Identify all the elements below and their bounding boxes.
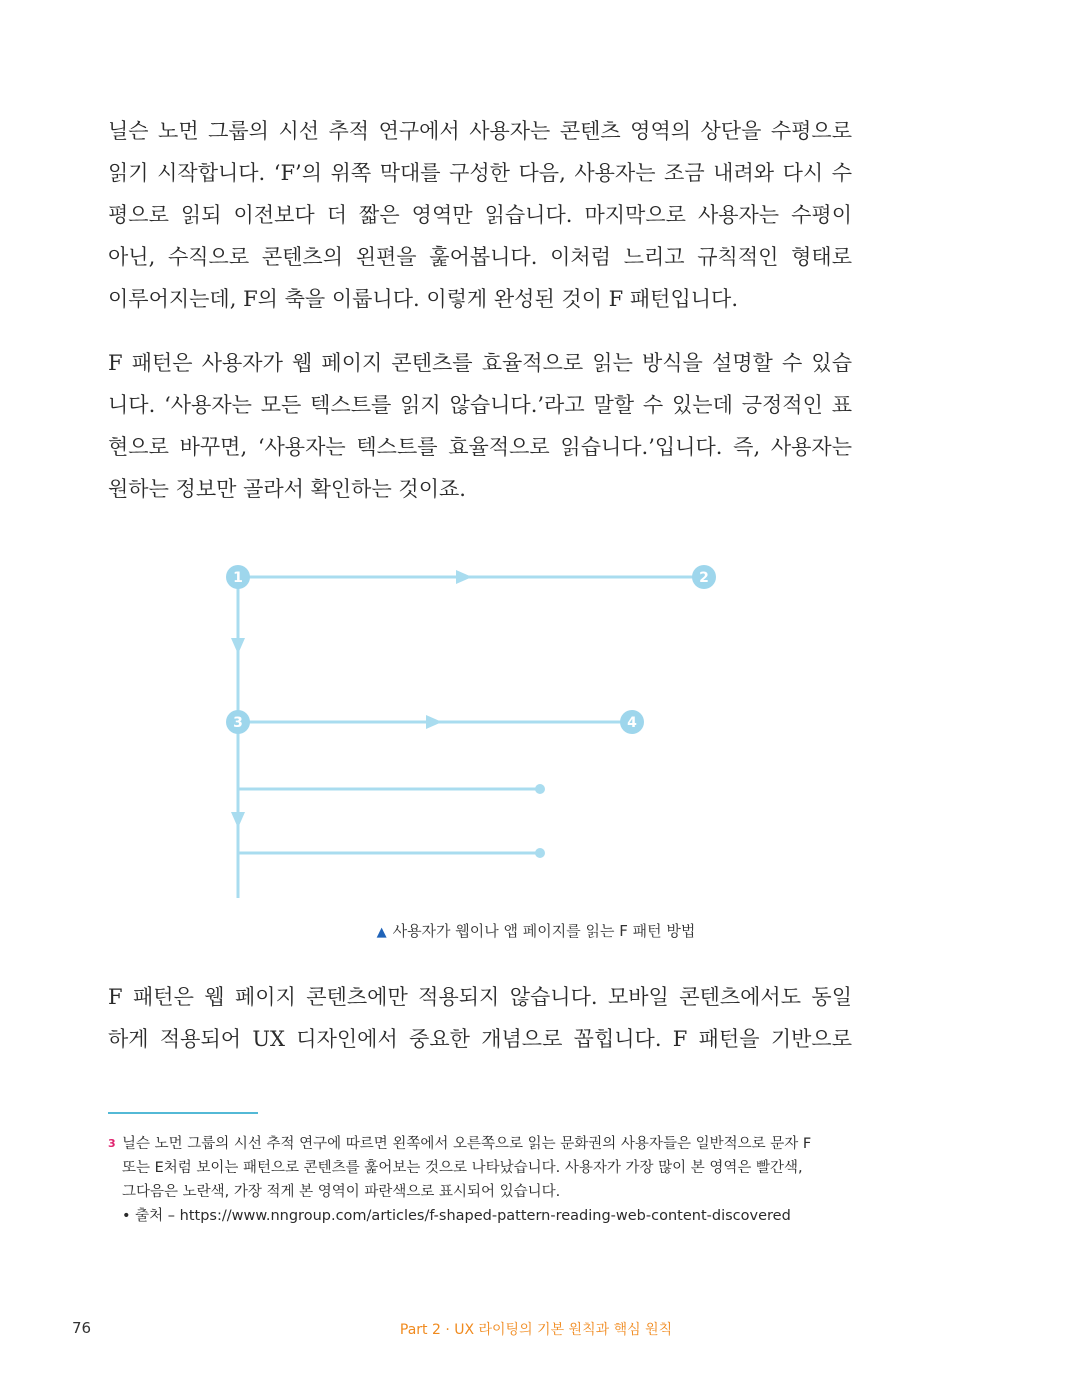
paragraph-line: F 패턴은 웹 페이지 콘텐츠에만 적용되지 않습니다. 모바일 콘텐츠에서도 동일	[108, 985, 852, 1009]
arrow-down-icon	[231, 638, 245, 654]
footnote-line: 닐슨 노먼 그룹의 시선 추적 연구에 따르면 왼쪽에서 오른쪽으로 읽는 문화권의 사용자들은 일반적으로 문자 F	[122, 1136, 812, 1152]
footnote-line: 또는 E처럼 보이는 패턴으로 콘텐츠를 훑어보는 것으로 나타났습니다. 사용자가 가장 많이 본 영역은 빨간색,	[122, 1160, 803, 1176]
step-marker-3-label: 3	[233, 715, 243, 731]
end-dots	[535, 784, 545, 858]
paragraph-line: 닐슨 노먼 그룹의 시선 추적 연구에서 사용자는 콘텐츠 영역의 상단을 수평으로	[108, 119, 852, 143]
body-paragraph-2	[108, 342, 852, 510]
figure-caption	[0, 920, 1072, 941]
footnote	[108, 1132, 868, 1228]
paragraph-line: 니다. ‘사용자는 모든 텍스트를 읽지 않습니다.’라고 말할 수 있는데 긍정적인 표	[108, 393, 852, 417]
running-head: Part 2 · UX 라이팅의 기본 원칙과 핵심 원칙	[399, 1322, 673, 1338]
arrow-right-icon	[456, 570, 472, 584]
step-marker-4-label: 4	[627, 715, 637, 731]
paragraph-line: 아닌, 수직으로 콘텐츠의 왼편을 훑어봅니다. 이처럼 느리고 규칙적인 형태로	[108, 245, 852, 269]
body-paragraph-3	[108, 976, 852, 1060]
step-markers	[226, 565, 716, 734]
f-pattern-lines	[238, 577, 704, 898]
footnote-divider	[108, 1112, 258, 1114]
paragraph-line: 하게 적용되어 UX 디자인에서 중요한 개념으로 꼽힙니다. F 패턴을 기반으로	[108, 1027, 852, 1051]
triangle-up-icon: ▲	[376, 925, 387, 940]
footnote-source: • 출처 – https://www.nngroup.com/articles/f-shaped-pattern-reading-web-content-discovered	[122, 1208, 791, 1224]
footnote-line: 그다음은 노란색, 가장 적게 본 영역이 파란색으로 표시되어 있습니다.	[122, 1184, 561, 1200]
paragraph-line: 현으로 바꾸면, ‘사용자는 텍스트를 효율적으로 읽습니다.’입니다. 즉, 사용자는	[108, 435, 852, 459]
step-marker-2-label: 2	[699, 570, 709, 586]
figure-caption-text: 사용자가 웹이나 앱 페이지를 읽는 F 패턴 방법	[392, 922, 696, 940]
paragraph-line: 평으로 읽되 이전보다 더 짧은 영역만 읽습니다. 마지막으로 사용자는 수평이	[108, 203, 852, 227]
end-dot	[535, 848, 545, 858]
step-marker-1-label: 1	[233, 570, 243, 586]
footnote-number: 3	[108, 1137, 116, 1150]
end-dot	[535, 784, 545, 794]
f-pattern-diagram	[200, 550, 760, 910]
paragraph-line: F 패턴은 사용자가 웹 페이지 콘텐츠를 효율적으로 읽는 방식을 설명할 수 있습	[108, 351, 852, 375]
body-paragraph-1	[108, 110, 852, 320]
paragraph-line: 읽기 시작합니다. ‘F’의 위쪽 막대를 구성한 다음, 사용자는 조금 내려와 다시 수	[108, 161, 852, 185]
paragraph-line: 원하는 정보만 골라서 확인하는 것이죠.	[108, 477, 466, 501]
arrow-down-icon	[231, 812, 245, 828]
paragraph-line: 이루어지는데, F의 축을 이룹니다. 이렇게 완성된 것이 F 패턴입니다.	[108, 287, 739, 311]
page-number: 76	[72, 1319, 92, 1337]
arrow-right-icon	[426, 715, 442, 729]
